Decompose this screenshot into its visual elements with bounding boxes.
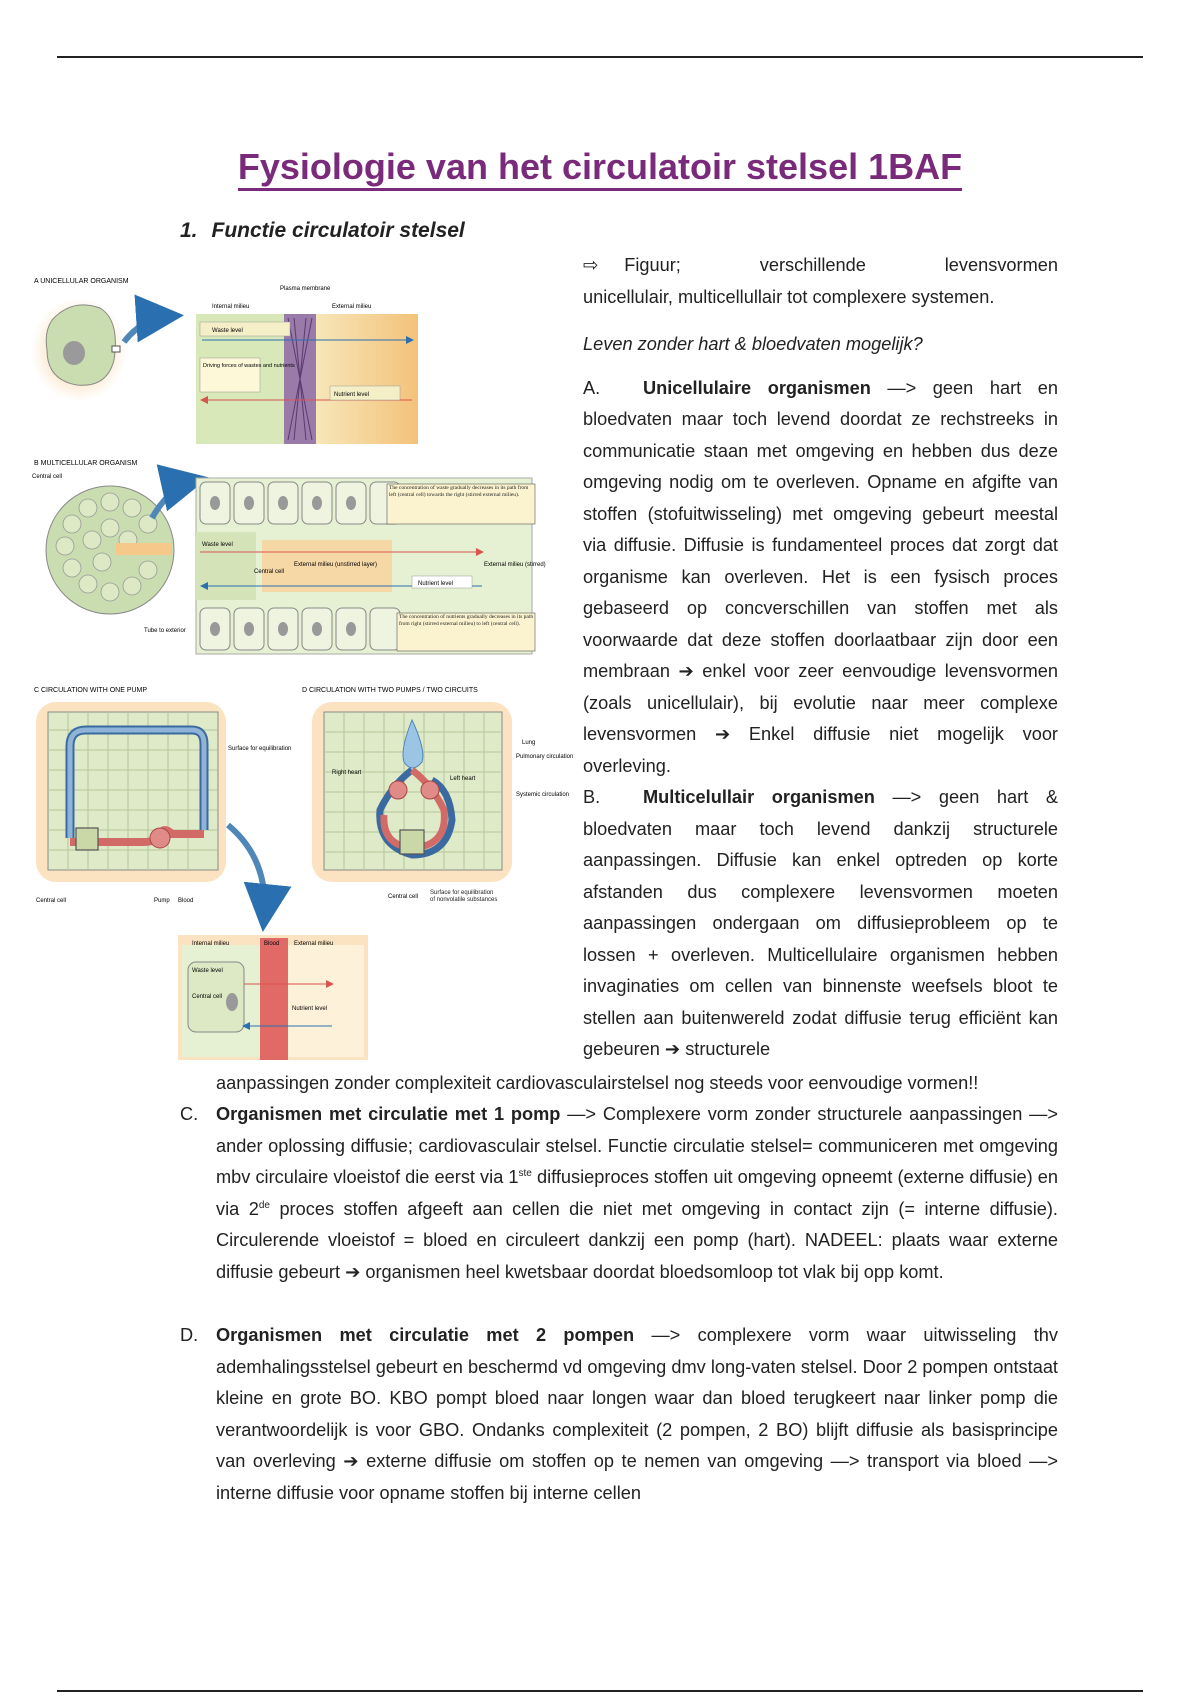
top-rule [57,56,1143,58]
svg-text:Central cell: Central cell [388,894,419,900]
zoom-arrow [124,316,172,342]
panel-b-label: B MULTICELLULAR ORGANISM [34,460,138,467]
svg-text:External milieu: External milieu [294,941,334,947]
question: Leven zonder hart & bloedvaten mogelijk? [583,334,923,354]
point-d: D. Organismen met circulatie met 2 pompen —> complexere vorm waar uitwisseling thv ademhalingsstelsel gebeurt en beschermd vd omgeving dmv long-vaten stelsel. Door 2 pompen ontstaat kleine en grote BO. KBO pompt bloed naar longen waar dan bloed terugkeert naar linker pomp die verantwoordelijk is voor GBO. Ondanks complexiteit (2 pompen, 2 BO) blijft diffusie als basisprincipe van overleving ➔ externe diffusie om stoffen op te nemen van omgeving —> transport via bloed —> interne diffusie voor opname stoffen bij interne cellen [180,1325,1059,1503]
left-heart [421,781,439,799]
svg-text:Waste level: Waste level [212,328,243,334]
svg-text:Waste level: Waste level [192,968,223,974]
svg-text:Driving forces of wastes and n: Driving forces of wastes and nutrients [203,363,295,369]
svg-text:Pulmonary circulation: Pulmonary circulation [516,754,574,760]
panel-a-label: A UNICELLULAR ORGANISM [34,278,129,285]
point-a: A. Unicellulaire organismen —> geen hart en bloedvaten maar toch levend doordat ze rechstreeks in communicatie staan met omgeving en hebben dus deze omgeving nodig om te overleven. Opname en afgifte van stoffen (stofuitwisseling) met omgeving gebeurt meestal via diffusie. Diffusie is fundamenteel proces dat zorgt dat organisme kan overleven. Het is een fysisch proces gebaseerd op concverschillen van stoffen met als voorwaarde dat deze stoffen doorlaatbaar zijn door een membraan ➔ enkel voor zeer eenvoudige levensvormen (zoals unicellulair), bij evolutie naar meer complexe levensvormen ➔ Enkel diffusie niet mogelijk voor overleving. [583,377,1058,776]
point-b: B. Multicelullair organismen —> geen hart & bloedvaten maar toch levend dankzij structurele aanpassingen. Diffusie kan enkel optreden op korte afstanden dus complexere levensvormen moeten aanpassingen ondergaan om diffusieprobleem op te lossen + overleven. Multicellulaire organismen hebben invaginaties om cellen van binnenste weefsels bloot te stellen aan buitenwereld zodat diffusie terug efficiënt kan gebeuren ➔ structurele [583,787,1058,1059]
svg-text:Central cell: Central cell [36,898,67,904]
svg-text:Lung: Lung [522,740,536,746]
svg-text:Right heart: Right heart [332,770,362,776]
point-c: C. Organismen met circulatie met 1 pomp —> Complexere vorm zonder structurele aanpassingen —> ander oplossing diffusie; cardiovasculair stelsel. Functie circulatie stelsel= communiceren met omgeving mbv circulaire vloeistof die eerst via 1ste diffusieproces stoffen uit omgeving opneemt (externe diffusie) en via 2de proces stoffen afgeeft aan cellen die niet met omgeving in contact zijn (= interne diffusie). Circulerende vloeistof = bloed en circuleert dankzij een pomp (hart). NADEEL: plaats waar externe diffusie gebeurt ➔ organismen heel kwetsbaar doordat bloedsomloop tot vlak bij opp komt. [180,1104,1058,1282]
svg-text:Nutrient level: Nutrient level [418,581,454,587]
svg-text:Systemic circulation: Systemic circulation [516,792,570,798]
external-milieu-box [316,314,418,444]
svg-text:Internal milieu: Internal milieu [212,304,250,310]
svg-text:Plasma membrane: Plasma membrane [280,286,331,292]
svg-text:Blood: Blood [178,898,194,904]
section-heading: 1. Functie circulatoir stelsel [180,219,465,242]
svg-text:Left heart: Left heart [450,776,476,782]
arrow-bullet-icon: ⇨ [583,255,599,275]
right-heart [389,781,407,799]
svg-text:Internal milieu: Internal milieu [192,941,230,947]
circulation-figure: A UNICELLULAR ORGANISM Internal milieu Plasma membrane External milieu Waste level Driving forces of wastes and nutrients Nutrient level B MULTICELLULAR ORGANISM Central cell Tube to exterior Waste level Central cell External milieu (unstirred layer) External milieu (stirred) Nutrient level The concentration of waste gradually decreases in its path from left (central cell) towards the right (stirred external milieu). The concentration of nutrients gradually decreases in its path from right (stirred external milieu) to left (central cell). C CIRCULATION WITH ONE PUMP Surface for equilibration Central cell Pump Blood Internal milieu Blood External milieu Waste level Central cell Nutrient level D CIRCULATION WITH TWO PUMPS / TWO CIRCUITS Lung Pulmonary circulation Systemic circulation Right heart Left heart Central cell Surface for equilibration of nonvolatile substances [32,250,567,1065]
svg-text:External milieu (stirred): External milieu (stirred) [484,562,546,568]
pump [150,828,170,848]
svg-text:Blood: Blood [264,941,280,947]
svg-text:Central cell: Central cell [32,474,63,480]
figure-note: ⇨ Figuur; verschillende levensvormen [583,255,1058,275]
svg-text:Pump: Pump [154,898,170,904]
svg-text:Surface for equilibration: Surface for equilibration [228,746,292,752]
right-column [583,250,1058,1066]
panel-c-label: C CIRCULATION WITH ONE PUMP [34,687,148,694]
page-title: Fysiologie van het circulatoir stelsel 1BAF [0,146,1200,188]
bottom-rule [57,1690,1143,1692]
point-b-continuation: aanpassingen zonder complexiteit cardiovasculairstelsel nog steeds voor eenvoudige vormen!! [216,1073,979,1093]
nucleus [63,341,85,365]
svg-text:Nutrient level: Nutrient level [292,1006,328,1012]
svg-text:Waste level: Waste level [202,542,233,548]
svg-text:Central cell: Central cell [254,569,285,575]
svg-text:Tube to exterior: Tube to exterior [144,628,186,634]
figure-note-2: unicellulair, multicellullair tot complexere systemen. [583,286,995,307]
svg-text:External milieu (unstirred lay: External milieu (unstirred layer) [294,562,378,568]
point-d-block [180,1320,1058,1509]
panel-d-label: D CIRCULATION WITH TWO PUMPS / TWO CIRCUITS [302,687,478,694]
svg-text:External milieu: External milieu [332,304,372,310]
svg-text:Central cell: Central cell [192,994,223,1000]
point-c-block [180,1099,1058,1288]
svg-text:Nutrient level: Nutrient level [334,392,370,398]
